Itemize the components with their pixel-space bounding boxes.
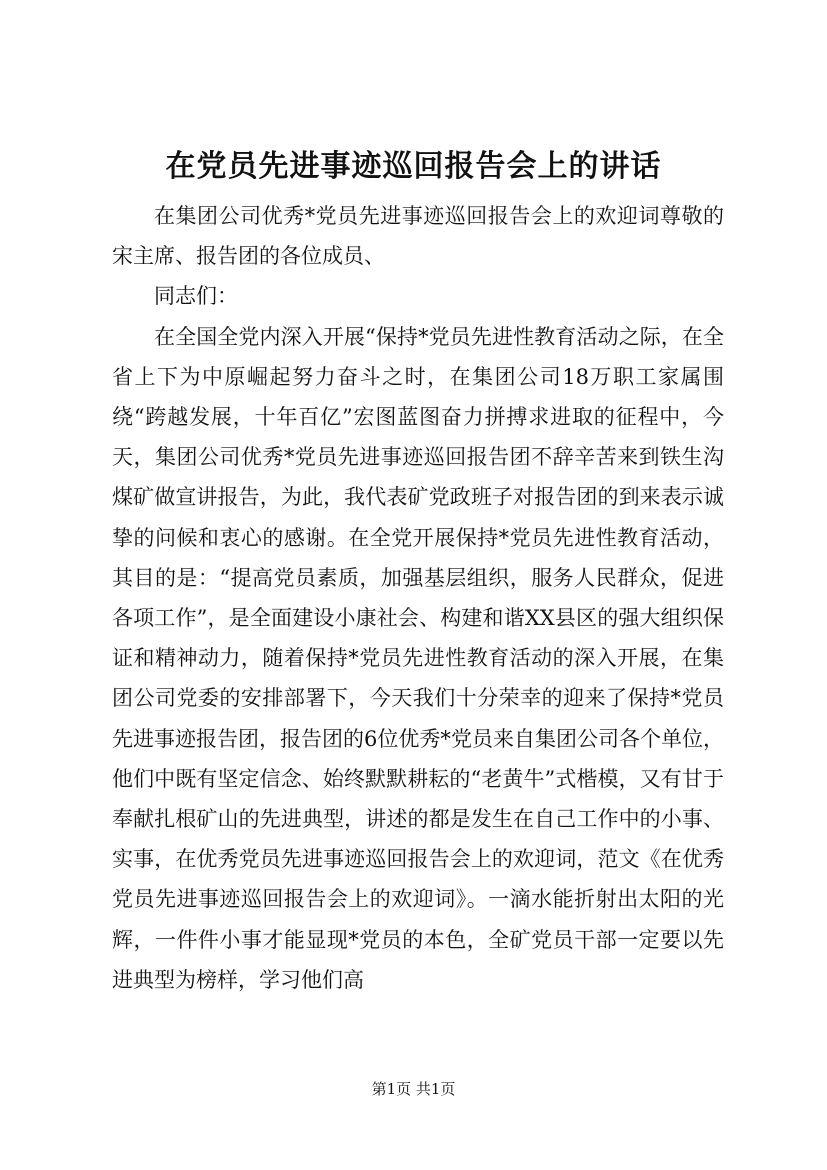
paragraph-greeting: 在集团公司优秀*党员先进事迹巡回报告会上的欢迎词尊敬的宋主席、报告团的各位成员、 [112, 204, 724, 269]
page-footer: 第1页 共1页 [371, 1080, 456, 1098]
paragraph-salutation: 同志们： [154, 284, 238, 309]
document-title: 在党员先进事迹巡回报告会上的讲话 [165, 149, 662, 184]
paragraph-main: 在全国全党内深入开展“保持*党员先进性教育活动之际，在全省上下为中原崛起努力奋斗之时，在集团公司18万职工家属围绕“跨越发展，十年百亿”宏图蓝图奋力拼搏求进取的征程中，今天，集团公司优秀*党员先进事迹巡回报告团不辞辛苦来到铁生沟煤矿做宣讲报告，为此，我代表矿党政班子对报告团的到来表示诚挚的问候和衷心的感谢。在全党开展保持*党员先进性教育活动，其目的是：“提高党员素质，加强基层组织，服务人民群众，促进各项工作”，是全面建设小康社会、构建和谐XX县区的强大组织保证和精神动力，随着保持*党员先进性教育活动的深入开展，在集团公司党委的安排部署下，今天我们十分荣幸的迎来了保持*党员先进事迹报告团，报告团的6位优秀*党员来自集团公司各个单位，他们中既有坚定信念、始终默默耕耘的“老黄牛”式楷模，又有甘于奉献扎根矿山的先进典型，讲述的都是发生在自己工作中的小事、实事，在优秀党员先进事迹巡回报告会上的欢迎词，范文《在优秀党员先进事迹巡回报告会上的欢迎词》。一滴水能折射出太阳的光辉，一件件小事才能显现*党员的本色，全矿党员干部一定要以先进典型为榜样，学习他们高 [112, 324, 724, 992]
document-body [112, 196, 724, 1000]
